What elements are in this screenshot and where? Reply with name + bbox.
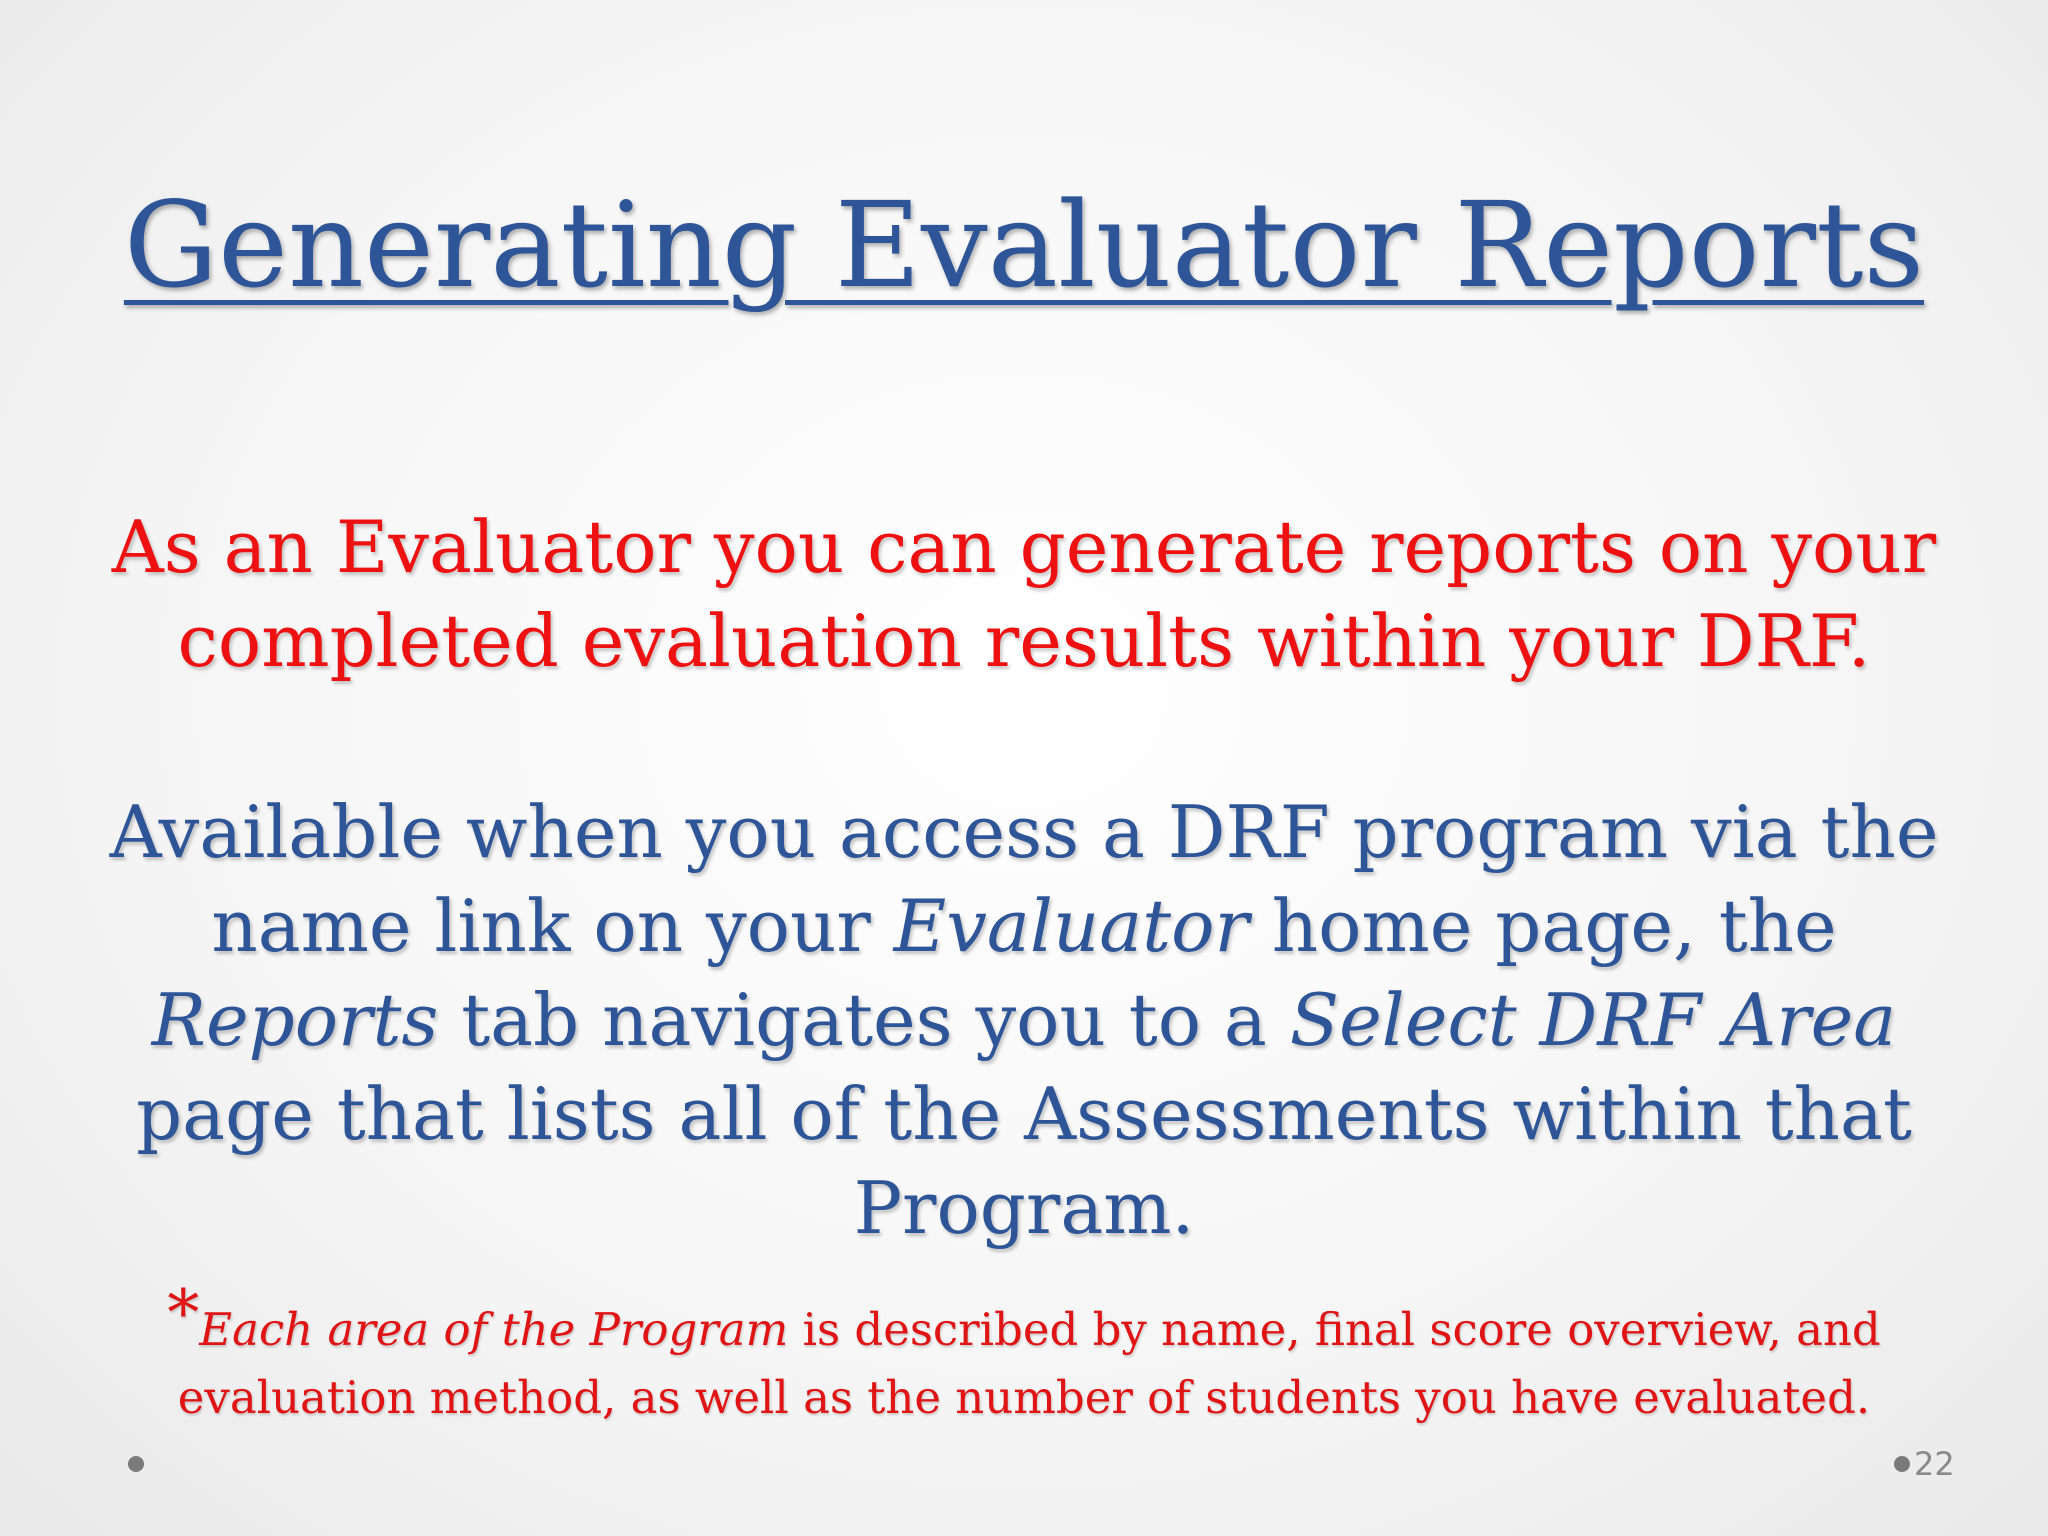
asterisk: * <box>167 1277 200 1351</box>
body-text-1: Available when you access a DRF program via the name link on your <box>109 790 1939 968</box>
evaluator-term: Evaluator <box>893 884 1249 968</box>
footnote-emphasis: Each area of the Program <box>199 1303 789 1356</box>
footnote-text: is described by name, final score overview, and evaluation method, as well as the number of students you have evaluated. <box>177 1303 1881 1424</box>
intro-paragraph: As an Evaluator you can generate reports on your completed evaluation results within your DRF. <box>111 505 1937 683</box>
body-paragraph <box>60 785 1988 1255</box>
reports-term: Reports <box>151 978 439 1062</box>
select-drf-area-term: Select DRF Area <box>1289 978 1897 1062</box>
body-text-4: page that lists all of the Assessments within that Program. <box>136 1072 1912 1250</box>
body-text-2: home page, the <box>1248 884 1837 968</box>
body-text-3: tab navigates you to a <box>438 978 1290 1062</box>
footnote <box>60 1277 1988 1432</box>
slide-title <box>0 170 2048 320</box>
bullet-dot-right-icon <box>1894 1456 1910 1472</box>
bullet-dot-left-icon <box>128 1456 144 1472</box>
page-number: 22 <box>1914 1445 1955 1483</box>
slide-title-text: Generating Evaluator Reports <box>123 176 1925 314</box>
